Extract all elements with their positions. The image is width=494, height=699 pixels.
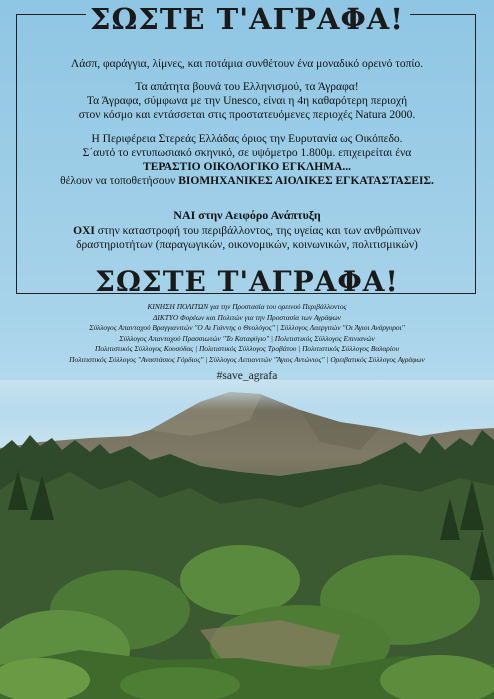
p3-line4-pre: θέλουν να τοποθετήσουν <box>60 175 179 187</box>
org-line: Σύλλογος Απανταχού Βραγγιανιτών "Ο Αι Γιάννης ο Θεολόγος" | Σύλλογος Λαεργιτών "Οι Άγιοι Ανάργυροι" <box>89 323 405 333</box>
organizations-list <box>22 302 472 366</box>
poster-title-bottom: ΣΩΣΤΕ Τ'ΑΓΡΑΦΑ! <box>95 265 399 298</box>
paragraph-agrafa <box>26 80 468 122</box>
intro-text: Λάσπ, φαράγγια, λίμνες, και ποτάμια συνθέτουν ένα μοναδικό ορεινό τοπίο. <box>70 58 424 70</box>
org-line: Σύλλογος Απανταχού Πρασσιωτών "Το Καταφύγιο" | Πολιτιστικός Σύλλογος Επινιανών <box>119 333 375 343</box>
no-line1-text: στην καταστροφή του περιβάλλοντος, της υγείας και των ανθρώπινων <box>94 225 421 237</box>
p3-line3: ΤΕΡΑΣΤΙΟ ΟΙΚΟΛΟΓΙΚΟ ΕΓΚΛΗΜΑ... <box>143 161 351 173</box>
p2-line1: Τα απάτητα βουνά του Ελληνισμού, τα Άγραφα! <box>135 81 359 93</box>
no-paragraph <box>26 224 468 252</box>
org-line: Πολιτιστικός Σύλλογος Κουσόδας | Πολιτιστικός Σύλλογος Τροβάτου | Πολιτιστικός Σύλλογος Βαλαρίου <box>95 344 399 354</box>
p2-line2: Τα Άγραφα, σύμφωνα με την Unesco, είναι η 4η καθαρότερη περιοχή <box>86 95 408 107</box>
p3-line4-bold: ΒΙΟΜΗΧΑΝΙΚΕΣ ΑΙΟΛΙΚΕΣ ΕΓΚΑΤΑΣΤΑΣΕΙΣ. <box>178 175 434 187</box>
no-line2: δραστηριοτήτων (παραγωγικών, οικονομικών, κοινωνικών, πολιτισμικών) <box>76 239 418 251</box>
p3-line1: Η Περιφέρεια Στερεάς Ελλάδας όριος την Ευρυτανία ως Οικόπεδο. <box>91 133 403 145</box>
poster-title: ΣΩΣΤΕ Τ'ΑΓΡΑΦΑ! <box>90 2 404 36</box>
org-line: Πολιτιστικός Σύλλογος "Αναστάσιος Γόρδιος" | Σύλλογος Λεπιανιτών "Άγιος Αντώνιος" | Ορειβατικός Σύλλογος Αγράφων <box>69 354 425 364</box>
p2-line3: στον κόσμο και εντάσσεται στις προστατευόμενες περιοχές Natura 2000. <box>78 109 416 121</box>
no-line1 <box>26 224 468 238</box>
org-line: ΚΙΝΗΣΗ ΠΟΛΙΤΩΝ για την Προστασία του ορεινού Περιβάλλοντος <box>147 302 347 311</box>
org-line: ΔΙΚΤΥΟ Φορέων και Πολιτών για την Προστασία των Αγράφων <box>153 312 341 322</box>
paragraph-crime <box>26 132 468 188</box>
no-bold: ΟΧΙ <box>73 225 95 237</box>
yes-line: ΝΑΙ στην Αειφόρο Ανάπτυξη <box>173 208 321 222</box>
p3-line2: Σ΄αυτό το εντυπωσιακό σκηνικό, σε υψόμετρο 1.800μ. επιχειρείται ένα <box>82 147 412 159</box>
p3-line4 <box>26 174 468 188</box>
mountain-forest-photo <box>0 380 494 699</box>
hashtag: #save_agrafa <box>216 370 278 382</box>
